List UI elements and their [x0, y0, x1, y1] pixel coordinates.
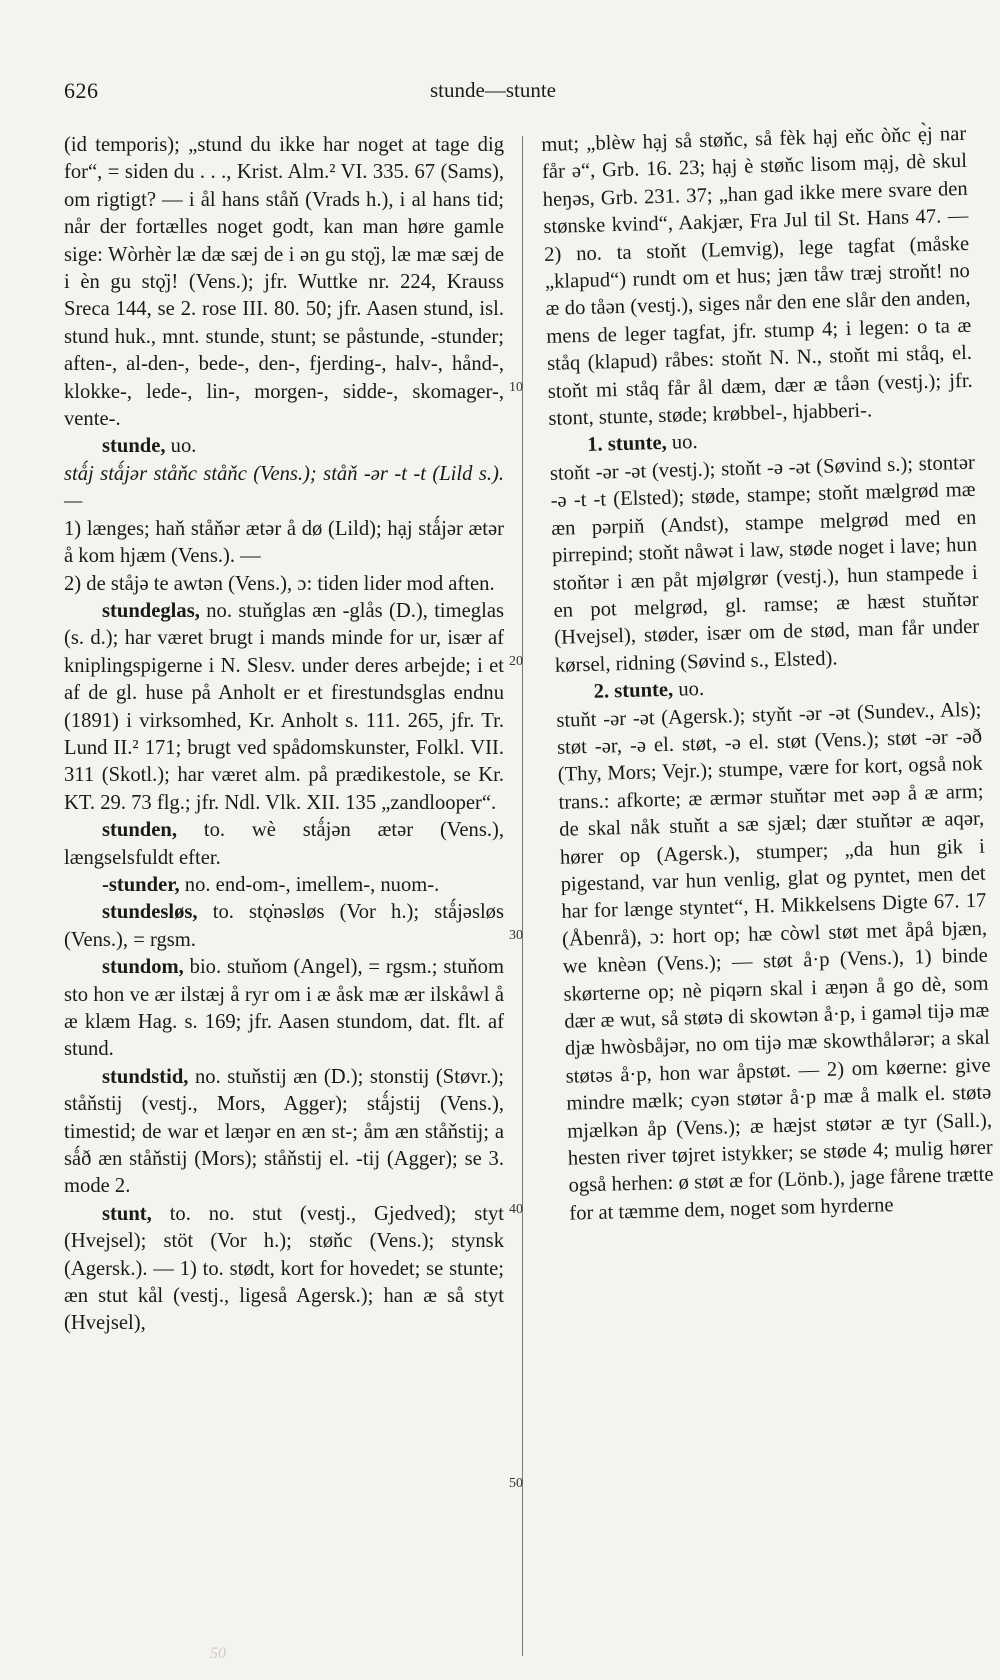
column-divider — [522, 136, 523, 1656]
entry-body: no. stuňglas æn -glås (D.), timeglas (s. d.); har været brugt i mands minde for ur, især af kniplingspigerne i N. Slesv. under deres arbejde; i et af de gl. huse på Anholt er et firestundsglas endnu (1891) i virksomhed, Kr. Anholt s. 111. 265, jfr. Tr. Lund II.² 171; brugt ved spådomskunster, Folkl. VII. 311 (Skotl.); har været alm. på prædikestole, se Kr. KT. 29. 73 flg.; jfr. Ndl. Vlk. XII. 135 „zandlooper“. — [64, 599, 504, 814]
headword: stundstid, — [102, 1065, 189, 1088]
entry-body: no. stuňstij æn (D.); stonstij (Støvr.); ståňstij (vestj., Mors, Agger); stǻjstij (Vens.), timestid; de war et læŋər en æn st-; åm æn ståňstij; a sǻð æn ståňstij (Mors); ståňstij el. -tij (Agger); se 3. mode 2. — [64, 1065, 504, 1198]
entry-stunte-1-body: stoňt -ər -ət (vestj.); stoňt -ə -ət (Søvind s.); stontər -ə -t -t (Elsted); støde, stampe; stoňt mælgrød mæ æn pərpiň (Andst), stampe melgrød med en pirrepind; stoňt nåwət i law, støde noget i lave; hun stoňtər i æn påt mjølgrør (vestj.), hun stampede i en pot melgrød, gl. ramse; æ hæst stuňtər (Hvejsel), støder, især om de stød, man får under kørsel, ridning (Søvind s., Elsted). — [549, 451, 980, 677]
entry-stundeglas — [64, 598, 504, 817]
line-number: 50 — [509, 1476, 523, 1491]
entry-stunde-forms: stǻj stǻjər ståňc ståňc (Vens.); ståň -ər -t -t (Lild s.). — — [64, 462, 504, 513]
page-number: 626 — [64, 78, 99, 103]
headword: stunt, — [102, 1202, 152, 1225]
headword: 1. stunte, — [586, 432, 668, 457]
headword: -stunder, — [102, 873, 180, 896]
running-head: stunde—stunte — [430, 78, 556, 102]
line-number: 20 — [509, 654, 523, 669]
entry-stunde — [64, 433, 504, 460]
headword: stundesløs, — [102, 901, 198, 924]
entry-continuation: (id temporis); „stund du ikke har noget at tage dig for“, = siden du . . ., Krist. Alm.² VI. 335. 67 (Sams), om rigtigt? — i ål hans ståň (Vrads h.), i al hans tid; når der fortælles noget godt, kan man høre gamle sige: Wòrhèr læ dæ sæj de i ən gu stǫ̇j, læ mæ sæj de i èn gu stǫ̇j! (Vens.); jfr. Wuttke nr. 224, Krauss Sreca 144, se 2. rose III. 80. 50; jfr. Aasen stund, isl. stund huk., mnt. stunde, stunt; se påstunde, -stunder; aften-, al-den-, bede-, den-, fjerding-, halv-, hånd-, klokke-, lede-, lin-, morgen-, sidde-, skomager-, vente-. — [64, 134, 504, 431]
entry-body: to. stǫ̇nəsløs (Vor h.); stǻjəsløs (Vens.), = rgsm. — [64, 901, 504, 951]
left-column — [64, 132, 504, 1338]
part-of-speech: uo. — [672, 678, 705, 701]
entry-body: to. wè stǻjən ætər (Vens.), længselsfuldt efter. — [64, 819, 504, 869]
entry-stunder — [64, 872, 504, 899]
entry-stunt — [64, 1201, 504, 1338]
headword: stundom, — [102, 956, 184, 979]
part-of-speech: uo. — [165, 435, 197, 458]
line-number: 10 — [509, 380, 523, 395]
bleed-through-text: 50 — [210, 1645, 226, 1662]
headword: stunde, — [102, 435, 166, 458]
entry-stundom — [64, 954, 504, 1064]
entry-stundstid — [64, 1064, 504, 1201]
page-header — [0, 78, 1000, 114]
part-of-speech: uo. — [666, 431, 698, 455]
headword: stundeglas, — [102, 599, 200, 622]
entry-body: bio. stuňom (Angel), = rgsm.; stuňom sto hon ve ær ilstæj å ryr om i æ åsk mæ ær ilskåwl å æ klæm Hag. s. 169; jfr. Aasen stundom, dat. flt. af stund. — [64, 956, 504, 1061]
entry-stunde-sense-1: 1) længes; haň ståňər ætər å dø (Lild); hạj stǻjər ætər å kom hjæm (Vens.). — — [64, 517, 504, 568]
line-number: 40 — [509, 1202, 523, 1217]
right-column — [541, 121, 995, 1228]
entry-body: to. no. stut (vestj., Gjedved); styt (Hvejsel); stöt (Vor h.); støňc (Vens.); stynsk (Agersk.). — 1) to. stødt, kort for hovedet; se stunte; æn stut kål (vestj., ligeså Agersk.); han æ så styt (Hvejsel), — [64, 1202, 504, 1335]
line-number: 30 — [509, 928, 523, 943]
headword: 2. stunte, — [593, 678, 674, 703]
entry-body: no. end-om-, imellem-, nuom-. — [179, 873, 440, 896]
entry-stundesløs — [64, 899, 504, 954]
entry-stunde-sense-2: 2) de ståjə te awtən (Vens.), ɔ: tiden lider mod aften. — [64, 572, 495, 595]
entry-continuation: mut; „blèw hạj så støňc, så fèk hạj eňc òňc ẹ̀j nar får ə“, Grb. 16. 23; hạj è støňc lisom mạj, dè skul heŋəs, Grb. 231. 37; „han gad ikke mere svare den stønske kvind“, Aakjær, Fra Jul til St. Hans 47. — 2) no. ta stoňt (Lemvig), lege tagfat (måske „klapud“) rundt om et hus; jæn tåw træj stroňt! no æ do tåən (vestj.), siges når den ene slår den anden, mens de leger tagfat, jfr. stump 4; i legen: o ta æ ståq (klapud) råbes: stoňt N. N., stoňt mi ståq, el. stoňt mi ståq får ål dæm, dær æ tåən (vestj.); jfr. stont, stunte, støde; krøbbel-, hjabberi-. — [541, 122, 973, 430]
headword: stunden, — [102, 819, 177, 842]
entry-stunte-2-body: stuňt -ər -ət (Agersk.); styňt -ər -ət (Sundev., Als); støt -ər, -ə el. støt, -ə el. støt (Vens.); støt -ər -əð (Thy, Mors; Vejr.); stumpe, være for kort, også nok trans.: afkorte; æ ærmər stuňtər met əəp å æ arm; de skal nåk stuňt a sæ sjæl; dær stuňtər æ aqər, hører op (Agersk.), stumper; „da hun gik i pigestand, var hun venlig, glat og pyntet, men det har for længe styntet“, H. Mikkelsens Digte 67. 17 (Åbenrå), ɔ: hort op; hæ còwl støt met åpå bjæn, we knèən (Vens.); — støt å·p (Vens.), 1) binde skørterne op; nè piqərn skal i æŋən å go dè, som dær æ wut, så støtə di skowtən å·p, i gaməl tijə mæ djæ hwòsbåjər, no om tijə mæ skowthålərər; a skal støtəs å·p, hon war åpstøt. — 2) om køerne: give mindre mælk; cyən støtər å·p mæ å malk el. støtə mjælkən åp (Vens.); æ hæjst støtər æ tyr (Sall.), hesten river tøjret istykker; se støde 4; mulig hører også herhen: ø støt æ for (Lönb.), jage fårene trætte for at tæmme dem, noget som hyrderne — [556, 698, 994, 1225]
entry-stunden — [64, 817, 504, 872]
